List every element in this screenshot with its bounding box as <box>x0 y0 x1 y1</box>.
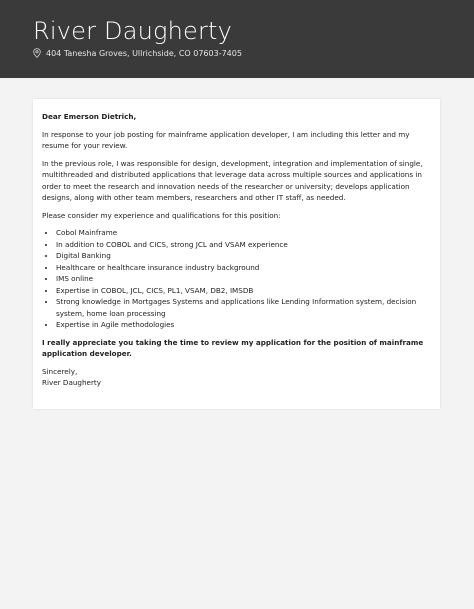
list-item: • Expertise in COBOL, JCL, CICS, PL1, VSAM, DB2, IMSDB <box>56 285 432 297</box>
list-item: • Cobol Mainframe <box>56 227 432 239</box>
list-item: • Healthcare or healthcare insurance industry background <box>56 262 432 274</box>
list-item: • In addition to COBOL and CICS, strong JCL and VSAM experience <box>56 239 432 251</box>
salutation: Dear Emerson Dietrich, <box>42 112 137 121</box>
header <box>0 0 474 78</box>
list-item: • Digital Banking <box>56 250 432 262</box>
list-item: • IMS online <box>56 273 432 285</box>
list-item: • Strong knowledge in Mortgages Systems and applications like Lending Information system, decision system, home loan processing <box>56 296 432 319</box>
paragraph-consider: Please consider my experience and qualifications for this position: <box>42 210 281 220</box>
closing-statement: I really appreciate you taking the time to review my application for the position of mainframe application developer. <box>42 337 424 358</box>
list-item: • Expertise in Agile methodologies <box>56 319 432 331</box>
signature: River Daugherty <box>42 378 101 387</box>
paragraph-experience: In the previous role, I was responsible for design, development, integration and implementation of single, multithreaded and distributed applications that leverage data across multiple sources and applications in order to meet the research and innovation needs of the researcher or university; develops application designs, along with other team members, researchers and other IT staff, as needed. <box>42 158 423 202</box>
location-pin-icon <box>33 48 41 58</box>
applicant-name: River Daugherty <box>33 17 233 45</box>
signoff: Sincerely, <box>42 366 78 376</box>
letter-body <box>42 111 432 389</box>
paragraph-intro: In response to your job posting for mainframe application developer, I am including this letter and my resume for your review. <box>42 129 410 150</box>
qualifications-list <box>42 227 432 331</box>
letter-card <box>33 99 440 409</box>
address-text: 404 Tanesha Groves, Ullrichside, CO 07603-7405 <box>46 48 242 58</box>
address-row <box>33 48 242 58</box>
